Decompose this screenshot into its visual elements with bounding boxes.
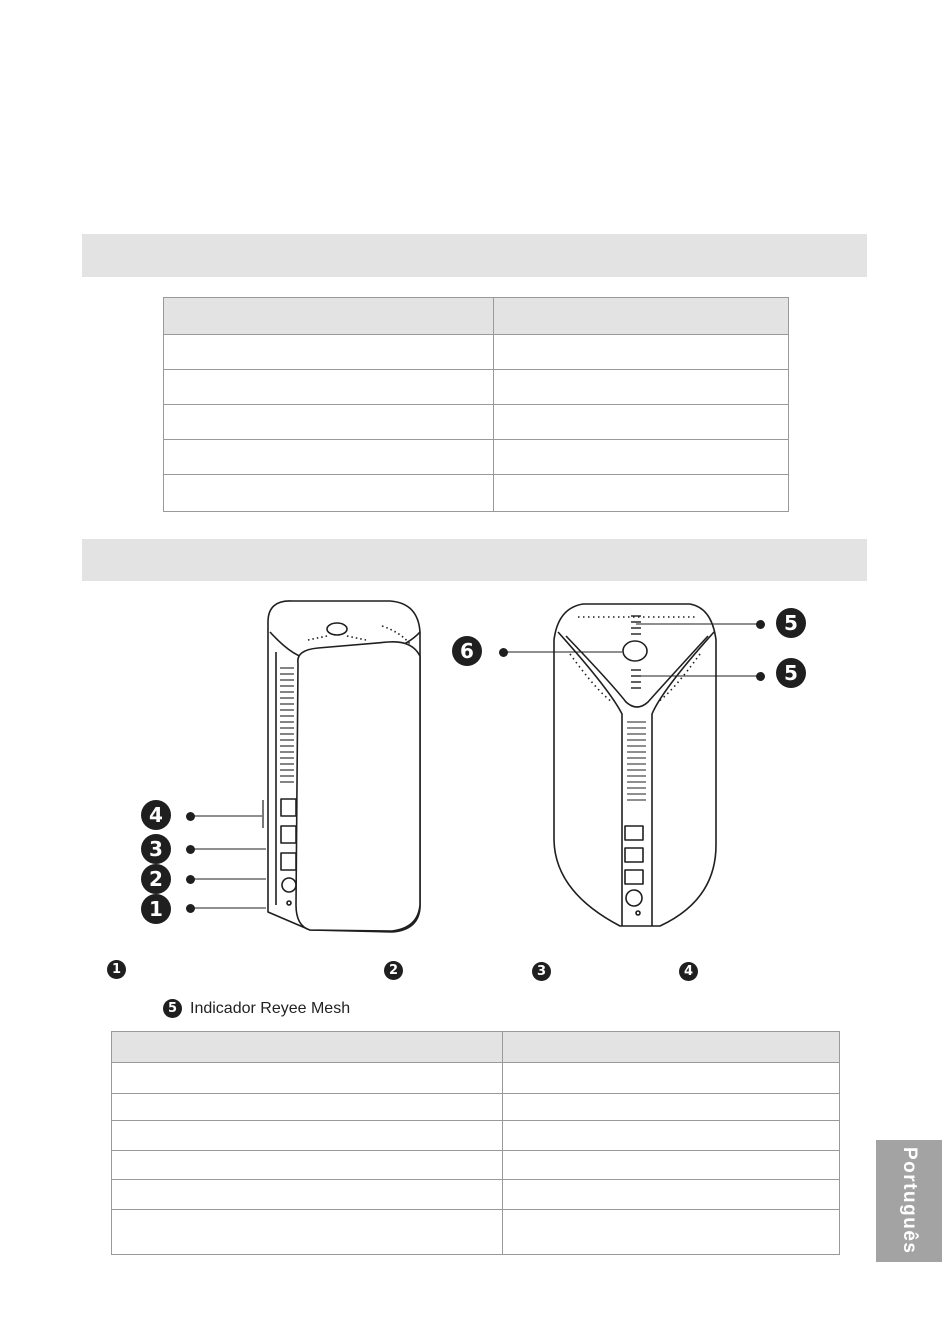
table-cell [112,1121,503,1151]
table-cell [112,1032,503,1063]
legend-num-4: 4 [679,962,698,981]
table-cell [112,1151,503,1180]
language-tab-label: Português [899,1147,920,1255]
language-tab[interactable] [876,1140,942,1262]
table-cell [503,1032,840,1063]
table-cell [503,1063,840,1094]
router-side-view [263,601,420,932]
table-cell [503,1151,840,1180]
callout-5-top: 5 [776,608,806,638]
table-row [112,1180,840,1210]
table-row [112,1063,840,1094]
callout-2: 2 [141,864,171,894]
leader-dot-4 [186,812,195,821]
table-cell [112,1210,503,1255]
leader-dot-6 [499,648,508,657]
legend-num-3: 3 [532,962,551,981]
callout-6: 6 [452,636,482,666]
legend-num-1: 1 [107,960,126,979]
leader-dot-5b [756,672,765,681]
legend-num-5: 5 [163,999,182,1018]
spec-table-2 [111,1031,840,1255]
legend-num-2: 2 [384,961,403,980]
table-header-row [112,1032,840,1063]
legend-label-5: Indicador Reyee Mesh [190,1000,351,1017]
leader-dot-3 [186,845,195,854]
table-cell [503,1210,840,1255]
table-row [112,1210,840,1255]
callout-1: 1 [141,894,171,924]
table-cell [503,1180,840,1210]
callout-3: 3 [141,834,171,864]
table-row [112,1151,840,1180]
leader-dot-2 [186,875,195,884]
table-cell [503,1121,840,1151]
leader-dot-1 [186,904,195,913]
callout-4: 4 [141,800,171,830]
table-cell [112,1094,503,1121]
table-cell [503,1094,840,1121]
callout-5-bottom: 5 [776,658,806,688]
leader-dot-5a [756,620,765,629]
table-row [112,1094,840,1121]
table-cell [112,1063,503,1094]
table-row [112,1121,840,1151]
table-cell [112,1180,503,1210]
